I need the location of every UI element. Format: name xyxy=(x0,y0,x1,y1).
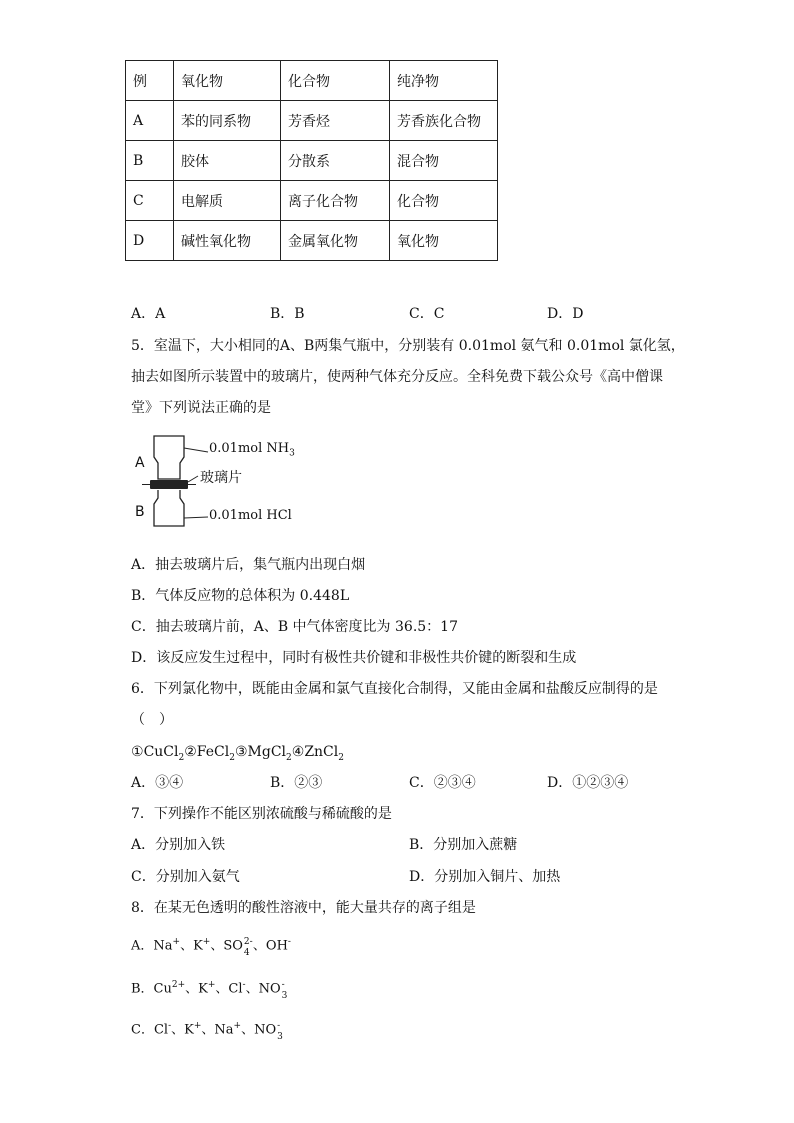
q7-option-a[interactable]: A．分别加入铁 xyxy=(131,837,226,853)
table-cell: 混合物 xyxy=(390,141,498,181)
table-row xyxy=(126,141,498,181)
table-cell: 氧化物 xyxy=(174,61,281,101)
q7-stem: 7．下列操作不能区别浓硫酸与稀硫酸的是 xyxy=(131,806,392,822)
table-cell: 氧化物 xyxy=(390,221,498,261)
table-cell: 化合物 xyxy=(281,61,390,101)
q6-option-d[interactable]: D．①②③④ xyxy=(547,775,629,791)
table-cell: 分散系 xyxy=(281,141,390,181)
classification-table xyxy=(125,60,498,261)
table-cell: D xyxy=(126,221,174,261)
q5-option-c[interactable]: C．抽去玻璃片前，A、B 中气体密度比为 36.5：17 xyxy=(131,619,458,635)
table-cell: 纯净物 xyxy=(390,61,498,101)
table-row xyxy=(126,181,498,221)
jar-b-outline xyxy=(154,490,184,526)
q6-option-a[interactable]: A．③④ xyxy=(131,775,184,791)
table-cell: 芳香族化合物 xyxy=(390,101,498,141)
table-cell: 苯的同系物 xyxy=(174,101,281,141)
table-cell: 金属氧化物 xyxy=(281,221,390,261)
leader-glass xyxy=(188,476,198,482)
q8-stem: 8．在某无色透明的酸性溶液中，能大量共存的离子组是 xyxy=(131,900,476,916)
q7-option-b[interactable]: B．分别加入蔗糖 xyxy=(409,837,518,853)
q4-option-d[interactable]: D．D xyxy=(547,306,584,322)
jar-a-label: A xyxy=(135,455,145,471)
hcl-label: 0.01mol HCl xyxy=(209,508,292,523)
q8-option-a[interactable]: A．Na+、K+、SO 2- 4 、OH- xyxy=(131,937,291,959)
q7-option-c[interactable]: C．分别加入氨气 xyxy=(131,869,240,885)
q6-item-list xyxy=(131,742,344,768)
table-cell: C xyxy=(126,181,174,221)
leader-hcl xyxy=(184,517,208,518)
table-cell: 碱性氧化物 xyxy=(174,221,281,261)
glass-plate-label: 玻璃片 xyxy=(200,470,242,486)
q6-stem: 6．下列氯化物中，既能由金属和氯气直接化合制得，又能由金属和盐酸反应制得的是 xyxy=(131,681,658,697)
q6-item-1: ①CuCl$_2$ xyxy=(131,744,185,763)
q5-option-a[interactable]: A．抽去玻璃片后，集气瓶内出现白烟 xyxy=(131,557,366,573)
table-cell: B xyxy=(126,141,174,181)
table-cell: 例 xyxy=(126,61,174,101)
q4-option-a[interactable]: A．A xyxy=(131,306,166,322)
table-header-row xyxy=(126,61,498,101)
glass-plate xyxy=(150,480,188,489)
table-cell: 化合物 xyxy=(390,181,498,221)
q5-stem-line3: 堂》下列说法正确的是 xyxy=(131,400,271,416)
table-cell: 芳香烃 xyxy=(281,101,390,141)
q4-option-c[interactable]: C．C xyxy=(409,306,445,322)
q5-option-d[interactable]: D．该反应发生过程中，同时有极性共价键和非极性共价键的断裂和生成 xyxy=(131,650,577,666)
table-cell: 电解质 xyxy=(174,181,281,221)
nh3-label: 0.01mol $NH_3$ xyxy=(209,441,295,459)
q6-option-c[interactable]: C．②③④ xyxy=(409,775,476,791)
q8-option-c[interactable]: C．Cl-、K+、Na+、NO - 3 xyxy=(131,1021,283,1043)
q5-stem-line2: 抽去如图所示装置中的玻璃片，使两种气体充分反应。全科免费下载公众号《高中僧课 xyxy=(131,369,663,385)
q5-option-b[interactable]: B．气体反应物的总体积为 0.448L xyxy=(131,588,350,604)
q5-stem-line1: 5．室温下，大小相同的A、B两集气瓶中，分别装有 0.01mol 氨气和 0.01mol 氯化氢， xyxy=(131,338,685,354)
jar-a-outline xyxy=(154,436,184,479)
table-row xyxy=(126,101,498,141)
q6-item-2: ②FeCl$_2$ xyxy=(184,744,235,763)
q6-answer-paren: （ ） xyxy=(131,712,173,728)
q8-option-b[interactable]: B．$Cu^{2+}$、K+、Cl-、NO - 3 xyxy=(131,980,288,1002)
table-cell: A xyxy=(126,101,174,141)
table-cell: 胶体 xyxy=(174,141,281,181)
q6-option-b[interactable]: B．②③ xyxy=(270,775,323,791)
q6-item-4: ④ZnCl$_2$ xyxy=(291,744,344,763)
q4-option-b[interactable]: B．B xyxy=(270,306,305,322)
q7-option-d[interactable]: D．分别加入铜片、加热 xyxy=(409,869,561,885)
table-row xyxy=(126,221,498,261)
table-cell: 离子化合物 xyxy=(281,181,390,221)
q6-item-3: ③MgCl$_2$ xyxy=(234,744,292,763)
jar-b-label: B xyxy=(135,504,145,520)
leader-nh3 xyxy=(184,448,208,452)
